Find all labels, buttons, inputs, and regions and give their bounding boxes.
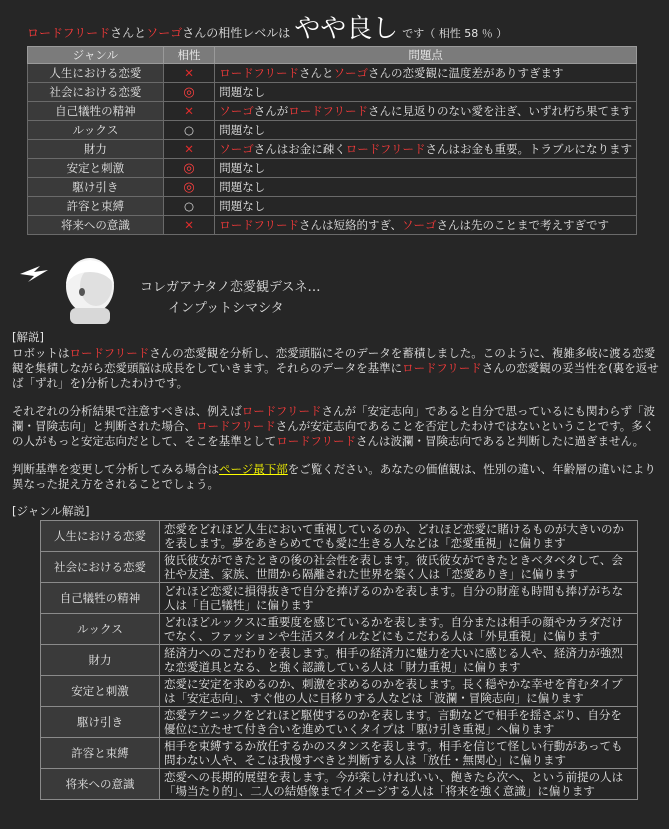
compat-genre: 人生における恋愛 bbox=[28, 64, 164, 83]
compat-row bbox=[28, 159, 637, 178]
p1-segment: ロードフリード bbox=[69, 346, 150, 360]
compat-row bbox=[28, 121, 637, 140]
compat-row bbox=[28, 102, 637, 121]
problem-segment: さんは先のことまで考えすぎです bbox=[436, 218, 609, 232]
problem-segment: 問題なし bbox=[219, 161, 266, 175]
double-circle-icon: ◎ bbox=[183, 179, 195, 195]
problem-segment: さんに見返りのない愛を注ぎ、いずれ朽ち果てます bbox=[367, 104, 632, 118]
genre-description: 彼氏彼女ができたときの後の社会性を表します。彼氏彼女ができたときベタベタして、会社や友達、家族、世間から隔離された世界を築く人は「恋愛ありき」に偏ります bbox=[160, 552, 638, 583]
genre-description: 恋愛への長期的展望を表します。今が楽しければいい、飽きたら次へ、という前提の人は「場当たり的」、二人の結婚像までイメージする人は「将来を強く意識」に偏ります bbox=[160, 769, 638, 800]
compat-genre: 社会における恋愛 bbox=[28, 83, 164, 102]
compat-row bbox=[28, 216, 637, 235]
p2-segment: ロードフリード bbox=[241, 404, 322, 418]
genre-description: 相手を束縛するか放任するかのスタンスを表します。相手を信じて怪しい行動があっても問わない人や、そこは我慢すべきと判断する人は「放任・無関心」に偏ります bbox=[160, 738, 638, 769]
genre-name: 将来への意識 bbox=[41, 769, 160, 800]
compat-mark bbox=[163, 64, 214, 83]
compat-mark bbox=[163, 83, 214, 102]
genre-row bbox=[41, 614, 638, 645]
double-circle-icon: ◎ bbox=[183, 84, 195, 100]
problem-segment: ロードフリード bbox=[288, 104, 368, 118]
compat-mark bbox=[163, 197, 214, 216]
problem-segment: ロードフリード bbox=[219, 66, 299, 80]
genre-description: どれほど恋愛に損得抜きで自分を捧げるのかを表します。自分の財産も時間も捧げがちな人は「自己犠牲」に偏ります bbox=[160, 583, 638, 614]
genre-row bbox=[41, 707, 638, 738]
double-circle-icon: ◎ bbox=[183, 160, 195, 176]
genre-name: 社会における恋愛 bbox=[41, 552, 160, 583]
problem-segment: ソーゴ bbox=[219, 104, 254, 118]
lightning-icon bbox=[20, 266, 48, 282]
page-bottom-link[interactable]: ページ最下部 bbox=[219, 462, 288, 476]
cross-mark-icon: ✕ bbox=[184, 218, 194, 232]
problem-segment: 問題なし bbox=[219, 85, 266, 99]
problem-segment: さんが bbox=[253, 104, 289, 118]
problem-segment: さんはお金に疎く bbox=[253, 142, 346, 156]
explanation-heading: [解説] bbox=[12, 330, 44, 344]
genre-name: 駆け引き bbox=[41, 707, 160, 738]
p2-segment: それぞれの分析結果で注意すべきは、例えば bbox=[12, 404, 242, 418]
genre-explanation-heading: [ジャンル解説] bbox=[12, 504, 90, 518]
robot-speech-line2: インプットシマシタ bbox=[168, 301, 284, 316]
genre-description: 恋愛に安定を求めるのか、刺激を求めるのかを表します。長く穏やかな幸せを育むタイプは「安定志向」、すぐ他の人に目移りする人などは「波瀾・冒険志向」に偏ります bbox=[160, 676, 638, 707]
p1-segment: さんの恋愛観の妥当性を(裏を返せば「ずれ」を)分析したわけです。 bbox=[12, 361, 659, 390]
name-a: ロードフリード bbox=[27, 26, 111, 40]
compat-row bbox=[28, 197, 637, 216]
compat-problem bbox=[215, 64, 637, 83]
problem-segment: さんの恋愛観に温度差がありすぎます bbox=[367, 66, 564, 80]
cross-mark-icon: ✕ bbox=[184, 104, 194, 118]
problem-segment: さんは短絡的すぎ、 bbox=[298, 218, 402, 232]
circle-icon: ○ bbox=[183, 123, 195, 137]
explanation-p2 bbox=[12, 404, 662, 449]
name-b: ソーゴ bbox=[146, 26, 183, 40]
compat-problem bbox=[215, 83, 637, 102]
p3-text-post: をご覧ください。あなたの価値観は、性別の違い、年齢層の違いにより異なった捉え方をされることでしょう。 bbox=[12, 462, 656, 491]
p2-segment: さんは波瀾・冒険志向であると判断したに過ぎません。 bbox=[355, 434, 645, 448]
compat-problem bbox=[215, 121, 637, 140]
genre-row bbox=[41, 645, 638, 676]
p1-segment: ロードフリード bbox=[402, 361, 482, 375]
compat-problem bbox=[215, 216, 637, 235]
compat-problem bbox=[215, 102, 637, 121]
compat-genre: 自己犠牲の精神 bbox=[28, 102, 164, 121]
problem-segment: ソーゴ bbox=[219, 142, 254, 156]
compatibility-header bbox=[27, 8, 647, 44]
genre-name: 財力 bbox=[41, 645, 160, 676]
genre-row bbox=[41, 738, 638, 769]
header-text-1: さんと bbox=[110, 26, 147, 40]
compat-row bbox=[28, 83, 637, 102]
problem-segment: ロードフリード bbox=[219, 218, 299, 232]
p3-text-pre: 判断基準を変更して分析してみる場合は bbox=[12, 462, 219, 476]
genre-description: どれほどルックスに重要度を感じているかを表します。自分または相手の顔やカラダだけでなく、ファッションや生活スタイルなどにもこだわる人は「外見重視」に偏ります bbox=[160, 614, 638, 645]
compat-genre: 将来への意識 bbox=[28, 216, 164, 235]
problem-segment: ロードフリード bbox=[345, 142, 426, 156]
compat-problem bbox=[215, 159, 637, 178]
compat-mark bbox=[163, 159, 214, 178]
problem-segment: さんと bbox=[298, 66, 334, 80]
genre-name: ルックス bbox=[41, 614, 160, 645]
robot-speech-line1: コレガアナタノ恋愛観デスネ… bbox=[140, 280, 321, 295]
compat-genre: 安定と刺激 bbox=[28, 159, 164, 178]
header-problem: 問題点 bbox=[215, 47, 637, 64]
compat-problem bbox=[215, 178, 637, 197]
cross-mark-icon: ✕ bbox=[184, 66, 194, 80]
problem-segment: 問題なし bbox=[219, 123, 266, 137]
compatibility-table bbox=[27, 46, 637, 235]
compat-row bbox=[28, 140, 637, 159]
compat-mark bbox=[163, 140, 214, 159]
p2-segment: ロードフリード bbox=[196, 419, 276, 433]
compat-genre: 許容と束縛 bbox=[28, 197, 164, 216]
genre-row bbox=[41, 552, 638, 583]
compat-mark bbox=[163, 121, 214, 140]
problem-segment: ソーゴ bbox=[402, 218, 437, 232]
compat-problem bbox=[215, 140, 637, 159]
genre-row bbox=[41, 676, 638, 707]
compat-mark bbox=[163, 216, 214, 235]
problem-segment: 問題なし bbox=[219, 180, 266, 194]
genre-name: 許容と束縛 bbox=[41, 738, 160, 769]
genre-row bbox=[41, 583, 638, 614]
robot-avatar bbox=[66, 258, 114, 324]
header-compat: 相性 bbox=[163, 47, 214, 64]
genre-row bbox=[41, 769, 638, 800]
problem-segment: 問題なし bbox=[219, 199, 266, 213]
compatibility-percent: です（ 相性 58 ％ ） bbox=[402, 27, 508, 40]
genre-name: 自己犠牲の精神 bbox=[41, 583, 160, 614]
genre-description: 経済力へのこだわりを表します。相手の経済力に魅力を大いに感じる人や、経済力が強烈な恋愛道具となる、と強く認識している人は「財力重視」に偏ります bbox=[160, 645, 638, 676]
compat-genre: ルックス bbox=[28, 121, 164, 140]
genre-description: 恋愛テクニックをどれほど駆使するのかを表します。言動などで相手を揺さぶり、自分を優位に立たせて付き合いを進めていくタイプは「駆け引き重視」へ偏ります bbox=[160, 707, 638, 738]
p2-segment: ロードフリード bbox=[276, 434, 356, 448]
circle-icon: ○ bbox=[183, 199, 195, 213]
genre-explanation-table bbox=[40, 520, 638, 800]
p1-segment: さんの恋愛観を分析し、恋愛頭脳にそのデータを蓄積しました。このように、複雑多岐に渡る恋愛観を集積しながら恋愛頭脳は成長をしていきます。それらのデータを基準に bbox=[12, 346, 656, 375]
robot-illustration bbox=[18, 256, 138, 328]
genre-name: 安定と刺激 bbox=[41, 676, 160, 707]
explanation-p3 bbox=[12, 462, 662, 492]
problem-segment: さんはお金も重要。トラブルになります bbox=[425, 142, 632, 156]
compat-genre: 駆け引き bbox=[28, 178, 164, 197]
p2-segment: さんが「安定志向」であると自分で思っているにも関わらず「波瀾・冒険志向」と判断された場合、 bbox=[12, 404, 655, 433]
compat-mark bbox=[163, 178, 214, 197]
genre-name: 人生における恋愛 bbox=[41, 521, 160, 552]
compatibility-table-header bbox=[28, 47, 637, 64]
compat-genre: 財力 bbox=[28, 140, 164, 159]
p2-segment: さんが安定志向であることを否定したわけではないということです。多くの人がもっと安定志向だとして、そこを基準として bbox=[12, 419, 655, 448]
compat-mark bbox=[163, 102, 214, 121]
genre-description: 恋愛をどれほど人生において重視しているのか、どれほど恋愛に賭けるものが大きいのかを表します。夢をあきらめてでも愛に生きる人などは「恋愛重視」に偏ります bbox=[160, 521, 638, 552]
genre-row bbox=[41, 521, 638, 552]
explanation-p1 bbox=[12, 346, 662, 391]
compat-row bbox=[28, 64, 637, 83]
problem-segment: ソーゴ bbox=[333, 66, 368, 80]
compat-row bbox=[28, 178, 637, 197]
header-genre: ジャンル bbox=[28, 47, 164, 64]
p1-segment: ロボットは bbox=[12, 346, 70, 360]
compatibility-level: やや良し bbox=[294, 14, 399, 44]
compat-problem bbox=[215, 197, 637, 216]
header-text-2: さんの相性レベルは bbox=[182, 26, 291, 40]
cross-mark-icon: ✕ bbox=[184, 142, 194, 156]
